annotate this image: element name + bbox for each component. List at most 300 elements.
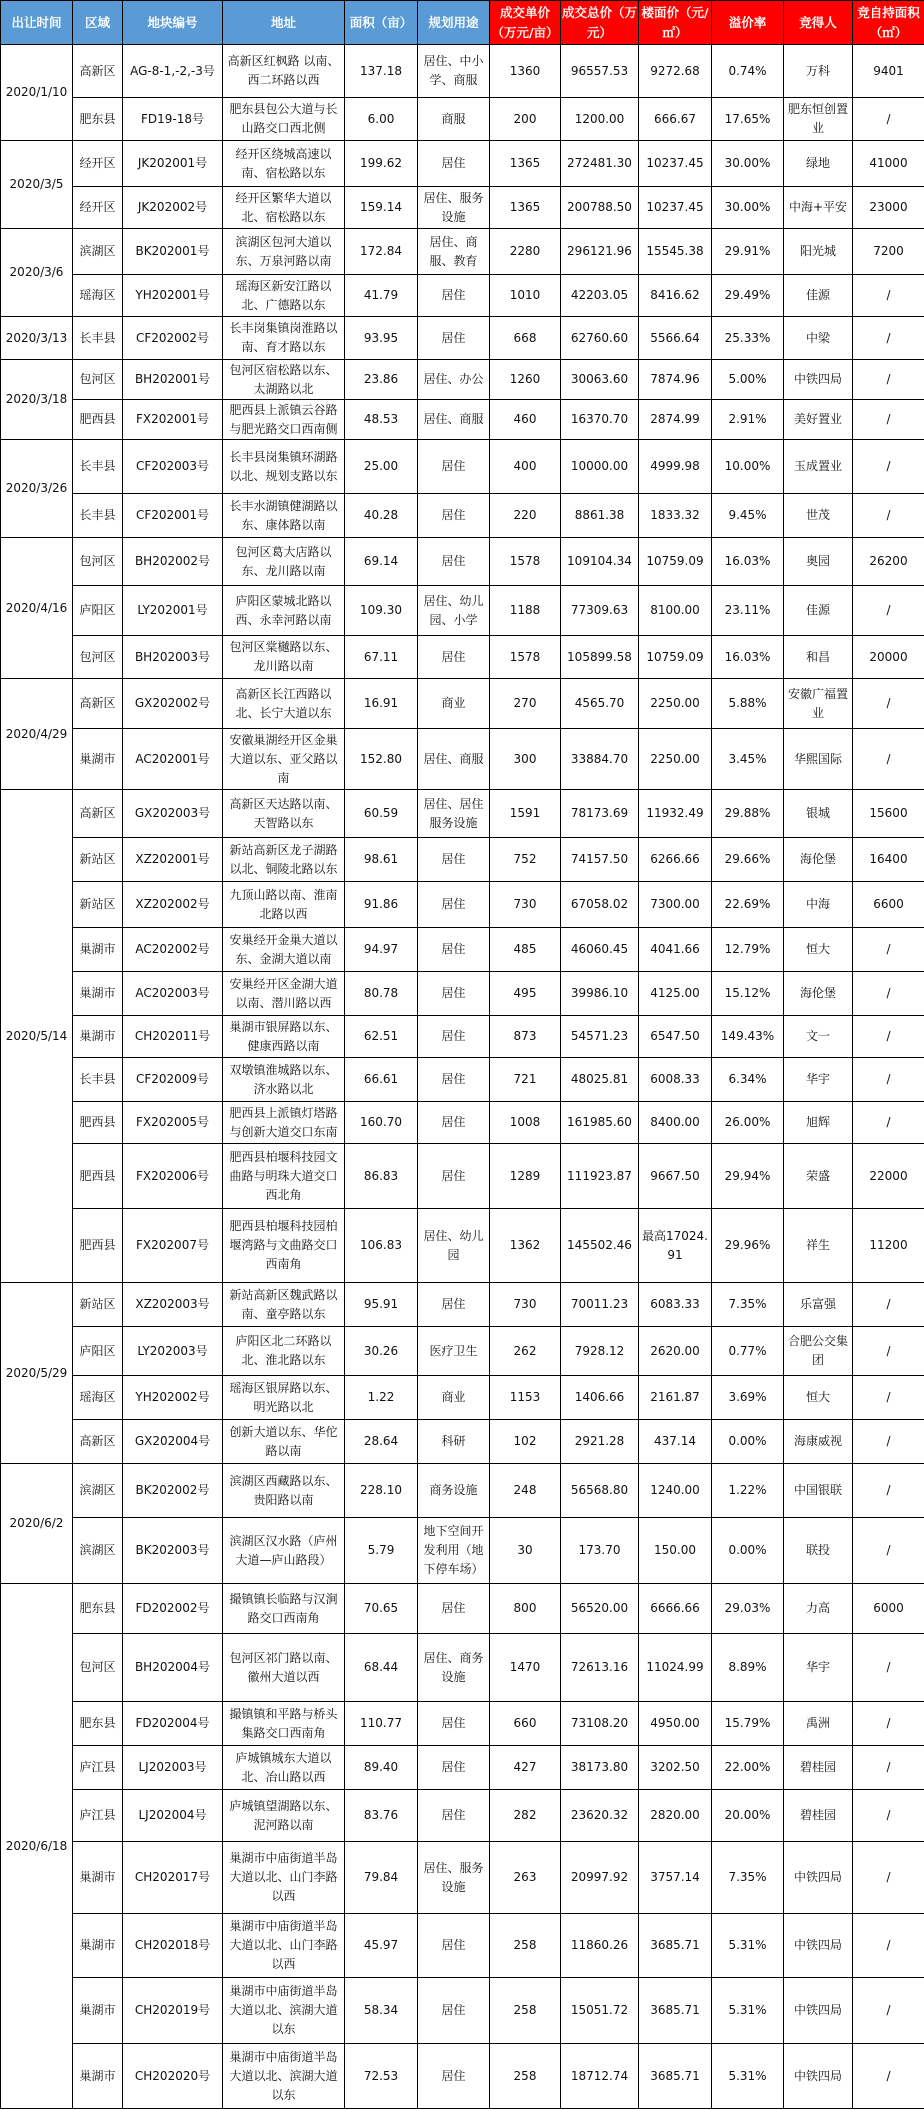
floor-price-cell: 10237.45 [639,187,712,229]
premium-rate-cell: 149.43% [712,1016,784,1058]
unit-price-cell: 1188 [490,586,561,636]
district-cell: 巢湖市 [73,1842,123,1914]
unit-price-cell: 1578 [490,636,561,679]
unit-price-cell: 668 [490,317,561,360]
address-cell: 庐阳区北二环路以北、淮北路以东 [223,1327,345,1376]
premium-rate-cell: 30.00% [712,187,784,229]
unit-price-cell: 30 [490,1518,561,1584]
winner-cell: 阳光城 [784,229,853,275]
total-price-cell: 46060.45 [561,928,639,972]
usage-cell: 居住 [418,1102,490,1144]
unit-price-cell: 270 [490,679,561,729]
plot-id-cell: FX202007号 [123,1209,223,1283]
unit-price-cell: 427 [490,1746,561,1790]
self-held-area-cell: / [853,729,924,790]
unit-price-cell: 460 [490,400,561,440]
district-cell: 巢湖市 [73,1914,123,1978]
col-date: 出让时间 [1,1,73,45]
area-cell: 95.91 [345,1283,418,1327]
usage-cell: 医疗卫生 [418,1327,490,1376]
premium-rate-cell: 0.00% [712,1420,784,1464]
total-price-cell: 200788.50 [561,187,639,229]
total-price-cell: 72613.16 [561,1634,639,1702]
total-price-cell: 7928.12 [561,1327,639,1376]
premium-rate-cell: 5.88% [712,679,784,729]
total-price-cell: 1200.00 [561,98,639,141]
col-floor-price: 楼面价（元/㎡） [639,1,712,45]
area-cell: 5.79 [345,1518,418,1584]
unit-price-cell: 262 [490,1327,561,1376]
plot-id-cell: CH202011号 [123,1016,223,1058]
usage-cell: 居住、办公 [418,360,490,400]
usage-cell: 居住、居住服务设施 [418,790,490,838]
usage-cell: 居住 [418,838,490,882]
auction-date-cell: 2020/5/14 [1,790,73,1283]
table-row [1,141,924,187]
unit-price-cell: 1260 [490,360,561,400]
district-cell: 肥西县 [73,1144,123,1209]
floor-price-cell: 2250.00 [639,679,712,729]
district-cell: 肥西县 [73,400,123,440]
winner-cell: 中铁四局 [784,1914,853,1978]
address-cell: 瑶海区银屏路以东、明光路以北 [223,1376,345,1420]
winner-cell: 玉成置业 [784,440,853,494]
total-price-cell: 48025.81 [561,1058,639,1102]
winner-cell: 中海+平安 [784,187,853,229]
floor-price-cell: 15545.38 [639,229,712,275]
floor-price-cell: 8400.00 [639,1102,712,1144]
self-held-area-cell: / [853,360,924,400]
total-price-cell: 145502.46 [561,1209,639,1283]
winner-cell: 美好置业 [784,400,853,440]
auction-date-cell: 2020/4/16 [1,538,73,679]
winner-cell: 中国银联 [784,1464,853,1518]
floor-price-cell: 6547.50 [639,1016,712,1058]
district-cell: 长丰县 [73,317,123,360]
total-price-cell: 11860.26 [561,1914,639,1978]
address-cell: 包河区宿松路以东、太湖路以北 [223,360,345,400]
area-cell: 23.86 [345,360,418,400]
unit-price-cell: 1008 [490,1102,561,1144]
total-price-cell: 42203.05 [561,275,639,317]
plot-id-cell: CH202019号 [123,1978,223,2044]
unit-price-cell: 1365 [490,187,561,229]
address-cell: 瑶海区新安江路以北、广德路以东 [223,275,345,317]
self-held-area-cell: / [853,972,924,1016]
auction-date-cell: 2020/1/10 [1,45,73,141]
premium-rate-cell: 9.45% [712,494,784,538]
self-held-area-cell: / [853,494,924,538]
unit-price-cell: 495 [490,972,561,1016]
unit-price-cell: 1470 [490,1634,561,1702]
floor-price-cell: 4950.00 [639,1702,712,1746]
area-cell: 69.14 [345,538,418,586]
total-price-cell: 23620.32 [561,1790,639,1842]
district-cell: 经开区 [73,141,123,187]
area-cell: 66.61 [345,1058,418,1102]
self-held-area-cell: / [853,98,924,141]
unit-price-cell: 220 [490,494,561,538]
floor-price-cell: 10759.09 [639,636,712,679]
usage-cell: 居住 [418,2044,490,2109]
winner-cell: 华宇 [784,1634,853,1702]
usage-cell: 居住 [418,275,490,317]
floor-price-cell: 4999.98 [639,440,712,494]
district-cell: 肥东县 [73,1584,123,1634]
self-held-area-cell: / [853,1518,924,1584]
plot-id-cell: XZ202001号 [123,838,223,882]
district-cell: 长丰县 [73,440,123,494]
premium-rate-cell: 15.79% [712,1702,784,1746]
self-held-area-cell: / [853,928,924,972]
total-price-cell: 15051.72 [561,1978,639,2044]
plot-id-cell: JK202002号 [123,187,223,229]
plot-id-cell: LY202003号 [123,1327,223,1376]
premium-rate-cell: 3.69% [712,1376,784,1420]
plot-id-cell: CH202020号 [123,2044,223,2109]
district-cell: 高新区 [73,790,123,838]
plot-id-cell: CF202009号 [123,1058,223,1102]
plot-id-cell: CH202018号 [123,1914,223,1978]
premium-rate-cell: 22.00% [712,1746,784,1790]
floor-price-cell: 3685.71 [639,1914,712,1978]
usage-cell: 居住 [418,317,490,360]
table-row [1,1283,924,1327]
table-row [1,400,924,440]
premium-rate-cell: 7.35% [712,1842,784,1914]
district-cell: 新站区 [73,838,123,882]
plot-id-cell: BH202004号 [123,1634,223,1702]
floor-price-cell: 3685.71 [639,2044,712,2109]
usage-cell: 居住 [418,882,490,928]
usage-cell: 商业 [418,1376,490,1420]
plot-id-cell: BH202003号 [123,636,223,679]
table-row [1,729,924,790]
auction-date-cell: 2020/3/6 [1,229,73,317]
premium-rate-cell: 0.00% [712,1518,784,1584]
premium-rate-cell: 7.35% [712,1283,784,1327]
area-cell: 58.34 [345,1978,418,2044]
address-cell: 滨湖区包河大道以东、万泉河路以南 [223,229,345,275]
unit-price-cell: 873 [490,1016,561,1058]
district-cell: 庐江县 [73,1790,123,1842]
self-held-area-cell: 41000 [853,141,924,187]
plot-id-cell: FX202001号 [123,400,223,440]
table-row [1,98,924,141]
address-cell: 高新区天达路以南、天智路以东 [223,790,345,838]
total-price-cell: 20997.92 [561,1842,639,1914]
usage-cell: 居住 [418,1746,490,1790]
self-held-area-cell: / [853,1016,924,1058]
auction-date-cell: 2020/3/13 [1,317,73,360]
address-cell: 高新区长江西路以北、长宁大道以东 [223,679,345,729]
self-held-area-cell: 7200 [853,229,924,275]
district-cell: 肥西县 [73,1102,123,1144]
address-cell: 包河区祁门路以南、徽州大道以西 [223,1634,345,1702]
table-row [1,679,924,729]
table-row [1,2044,924,2109]
total-price-cell: 96557.53 [561,45,639,98]
auction-date-cell: 2020/3/5 [1,141,73,229]
premium-rate-cell: 29.91% [712,229,784,275]
premium-rate-cell: 3.45% [712,729,784,790]
self-held-area-cell: 23000 [853,187,924,229]
total-price-cell: 39986.10 [561,972,639,1016]
unit-price-cell: 730 [490,1283,561,1327]
usage-cell: 居住、商务设施 [418,1634,490,1702]
floor-price-cell: 6083.33 [639,1283,712,1327]
unit-price-cell: 200 [490,98,561,141]
area-cell: 80.78 [345,972,418,1016]
total-price-cell: 56568.80 [561,1464,639,1518]
area-cell: 79.84 [345,1842,418,1914]
address-cell: 肥西县上派镇灯塔路与创新大道交口东南 [223,1102,345,1144]
total-price-cell: 1406.66 [561,1376,639,1420]
area-cell: 6.00 [345,98,418,141]
table-row [1,1327,924,1376]
winner-cell: 华宇 [784,1058,853,1102]
self-held-area-cell: / [853,275,924,317]
plot-id-cell: AC202001号 [123,729,223,790]
area-cell: 94.97 [345,928,418,972]
area-cell: 86.83 [345,1144,418,1209]
district-cell: 新站区 [73,882,123,928]
floor-price-cell: 11024.99 [639,1634,712,1702]
district-cell: 包河区 [73,636,123,679]
plot-id-cell: CH202017号 [123,1842,223,1914]
col-unit-price: 成交单价（万元/亩） [490,1,561,45]
area-cell: 45.97 [345,1914,418,1978]
table-row [1,1420,924,1464]
total-price-cell: 38173.80 [561,1746,639,1790]
address-cell: 巢湖市中庙街道半岛大道以北、滨湖大道以东 [223,1978,345,2044]
unit-price-cell: 2280 [490,229,561,275]
address-cell: 撮镇镇长临路与汉涧路交口西南角 [223,1584,345,1634]
district-cell: 肥东县 [73,1702,123,1746]
winner-cell: 中铁四局 [784,1842,853,1914]
unit-price-cell: 1010 [490,275,561,317]
floor-price-cell: 10237.45 [639,141,712,187]
unit-price-cell: 282 [490,1790,561,1842]
district-cell: 瑶海区 [73,1376,123,1420]
usage-cell: 居住 [418,636,490,679]
address-cell: 滨湖区西藏路以东、贵阳路以南 [223,1464,345,1518]
self-held-area-cell: 9401 [853,45,924,98]
usage-cell: 居住 [418,1058,490,1102]
district-cell: 长丰县 [73,1058,123,1102]
district-cell: 高新区 [73,45,123,98]
table-row [1,1016,924,1058]
table-row [1,317,924,360]
plot-id-cell: LJ202004号 [123,1790,223,1842]
district-cell: 高新区 [73,1420,123,1464]
floor-price-cell: 6008.33 [639,1058,712,1102]
usage-cell: 居住、幼儿园 [418,1209,490,1283]
winner-cell: 安徽广福置业 [784,679,853,729]
unit-price-cell: 752 [490,838,561,882]
self-held-area-cell: / [853,1376,924,1420]
plot-id-cell: BH202001号 [123,360,223,400]
self-held-area-cell: / [853,2044,924,2109]
table-row [1,360,924,400]
total-price-cell: 16370.70 [561,400,639,440]
address-cell: 长丰水湖镇健湖路以东、康体路以南 [223,494,345,538]
district-cell: 包河区 [73,1634,123,1702]
district-cell: 庐阳区 [73,1327,123,1376]
table-row [1,1584,924,1634]
premium-rate-cell: 5.00% [712,360,784,400]
plot-id-cell: BK202002号 [123,1464,223,1518]
address-cell: 巢湖市银屏路以东、健康西路以南 [223,1016,345,1058]
plot-id-cell: FX202005号 [123,1102,223,1144]
usage-cell: 居住 [418,1790,490,1842]
winner-cell: 中铁四局 [784,1978,853,2044]
winner-cell: 旭辉 [784,1102,853,1144]
total-price-cell: 161985.60 [561,1102,639,1144]
floor-price-cell: 8100.00 [639,586,712,636]
winner-cell: 万科 [784,45,853,98]
col-address: 地址 [223,1,345,45]
area-cell: 25.00 [345,440,418,494]
col-usage: 规划用途 [418,1,490,45]
total-price-cell: 10000.00 [561,440,639,494]
plot-id-cell: BK202003号 [123,1518,223,1584]
district-cell: 巢湖市 [73,972,123,1016]
floor-price-cell: 437.14 [639,1420,712,1464]
total-price-cell: 4565.70 [561,679,639,729]
usage-cell: 商业 [418,679,490,729]
table-row [1,1634,924,1702]
premium-rate-cell: 2.91% [712,400,784,440]
usage-cell: 居住、服务设施 [418,1842,490,1914]
winner-cell: 联投 [784,1518,853,1584]
district-cell: 巢湖市 [73,1978,123,2044]
plot-id-cell: AC202003号 [123,972,223,1016]
table-row [1,882,924,928]
premium-rate-cell: 29.03% [712,1584,784,1634]
total-price-cell: 33884.70 [561,729,639,790]
winner-cell: 中铁四局 [784,360,853,400]
unit-price-cell: 263 [490,1842,561,1914]
self-held-area-cell: / [853,317,924,360]
premium-rate-cell: 6.34% [712,1058,784,1102]
unit-price-cell: 300 [490,729,561,790]
address-cell: 巢湖市中庙街道半岛大道以北、滨湖大道以东 [223,2044,345,2109]
table-row [1,1842,924,1914]
total-price-cell: 56520.00 [561,1584,639,1634]
premium-rate-cell: 16.03% [712,538,784,586]
self-held-area-cell: / [853,1102,924,1144]
address-cell: 长丰县岗集镇环湖路以北、规划支路以东 [223,440,345,494]
district-cell: 高新区 [73,679,123,729]
area-cell: 40.28 [345,494,418,538]
premium-rate-cell: 5.31% [712,1978,784,2044]
unit-price-cell: 730 [490,882,561,928]
usage-cell: 居住 [418,440,490,494]
self-held-area-cell: / [853,1058,924,1102]
area-cell: 62.51 [345,1016,418,1058]
floor-price-cell: 2820.00 [639,1790,712,1842]
floor-price-cell: 4041.66 [639,928,712,972]
unit-price-cell: 400 [490,440,561,494]
total-price-cell: 77309.63 [561,586,639,636]
floor-price-cell: 2161.87 [639,1376,712,1420]
usage-cell: 居住、中小学、商服 [418,45,490,98]
plot-id-cell: CF202001号 [123,494,223,538]
floor-price-cell: 1833.32 [639,494,712,538]
total-price-cell: 109104.34 [561,538,639,586]
unit-price-cell: 258 [490,1914,561,1978]
col-area: 面积（亩） [345,1,418,45]
usage-cell: 居住 [418,1283,490,1327]
floor-price-cell: 2250.00 [639,729,712,790]
premium-rate-cell: 0.74% [712,45,784,98]
unit-price-cell: 1362 [490,1209,561,1283]
unit-price-cell: 1153 [490,1376,561,1420]
floor-price-cell: 7300.00 [639,882,712,928]
unit-price-cell: 248 [490,1464,561,1518]
table-row [1,1464,924,1518]
plot-id-cell: XZ202003号 [123,1283,223,1327]
winner-cell: 奥园 [784,538,853,586]
address-cell: 创新大道以东、华佗路以南 [223,1420,345,1464]
usage-cell: 商务设施 [418,1464,490,1518]
address-cell: 包河区棠樾路以东、龙川路以南 [223,636,345,679]
table-row [1,1978,924,2044]
area-cell: 93.95 [345,317,418,360]
district-cell: 巢湖市 [73,1016,123,1058]
self-held-area-cell: 15600 [853,790,924,838]
premium-rate-cell: 29.88% [712,790,784,838]
district-cell: 滨湖区 [73,1518,123,1584]
area-cell: 199.62 [345,141,418,187]
plot-id-cell: BK202001号 [123,229,223,275]
winner-cell: 海康威视 [784,1420,853,1464]
plot-id-cell: YH202001号 [123,275,223,317]
plot-id-cell: LY202001号 [123,586,223,636]
table-row [1,1209,924,1283]
usage-cell: 居住 [418,1016,490,1058]
premium-rate-cell: 1.22% [712,1464,784,1518]
usage-cell: 地下空间开发利用（地下停车场） [418,1518,490,1584]
col-plot-id: 地块编号 [123,1,223,45]
usage-cell: 居住 [418,494,490,538]
district-cell: 庐阳区 [73,586,123,636]
district-cell: 滨湖区 [73,1464,123,1518]
table-row [1,1376,924,1420]
unit-price-cell: 721 [490,1058,561,1102]
table-row [1,494,924,538]
auction-date-cell: 2020/3/26 [1,440,73,538]
floor-price-cell: 9667.50 [639,1144,712,1209]
district-cell: 包河区 [73,360,123,400]
area-cell: 110.77 [345,1702,418,1746]
winner-cell: 佳源 [784,275,853,317]
premium-rate-cell: 29.66% [712,838,784,882]
address-cell: 肥西县柏堰科技园柏堰湾路与文曲路交口西南角 [223,1209,345,1283]
total-price-cell: 74157.50 [561,838,639,882]
area-cell: 48.53 [345,400,418,440]
district-cell: 庐江县 [73,1746,123,1790]
premium-rate-cell: 5.31% [712,1914,784,1978]
self-held-area-cell: / [853,679,924,729]
area-cell: 89.40 [345,1746,418,1790]
table-row [1,1144,924,1209]
self-held-area-cell: / [853,1702,924,1746]
usage-cell: 居住、服务设施 [418,187,490,229]
unit-price-cell: 258 [490,2044,561,2109]
self-held-area-cell: / [853,1464,924,1518]
